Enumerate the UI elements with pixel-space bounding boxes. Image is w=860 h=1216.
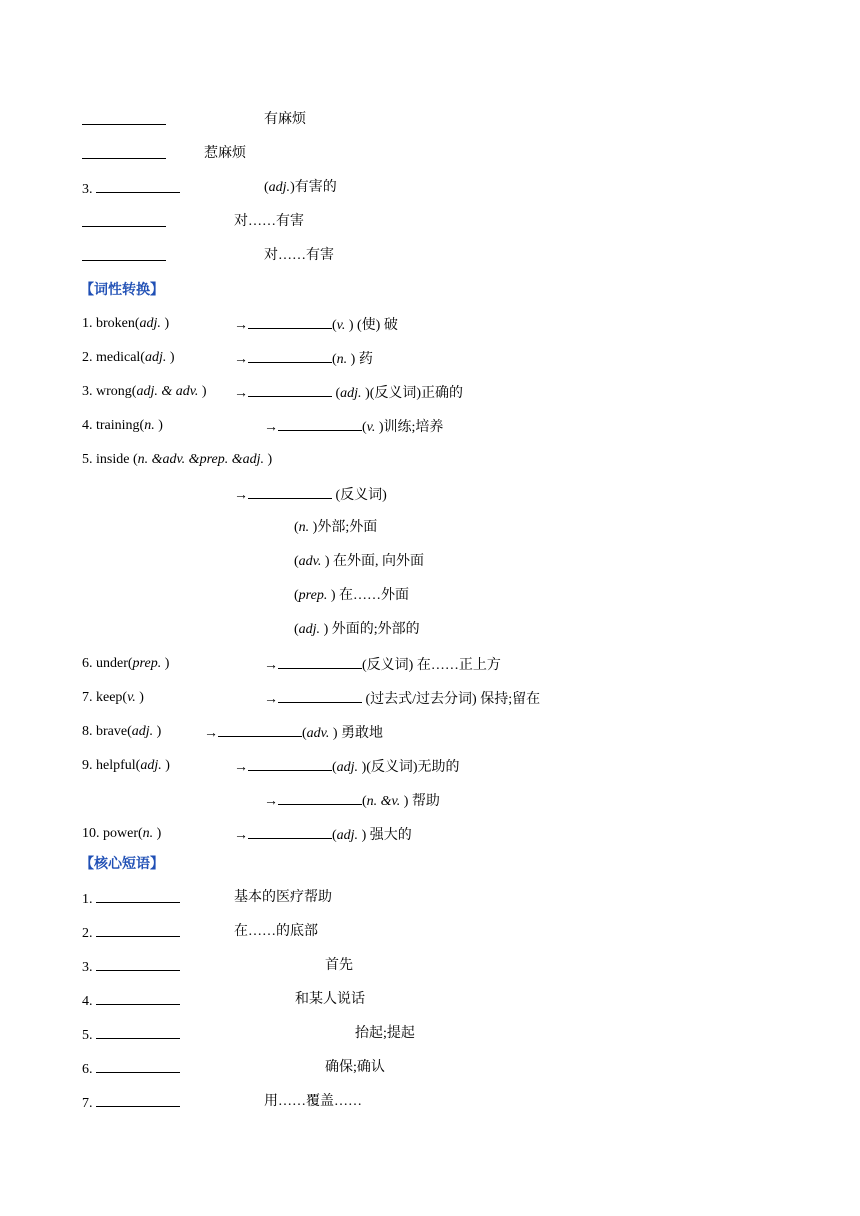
conversion-item: → (n. &v. ) 帮助 — [82, 790, 782, 810]
conversion-item: 2. medical(adj. ) → (n. ) 药 — [82, 350, 373, 367]
conversion-item: 6. under(prep. ) → (反义词) 在……正上方 — [82, 656, 501, 673]
phrase-item: 4. 和某人说话 — [82, 992, 365, 1009]
answer-blank[interactable] — [82, 144, 166, 159]
answer-blank[interactable] — [96, 1058, 180, 1073]
answer-blank[interactable] — [96, 1092, 180, 1107]
phrase-item: 7. 用……覆盖…… — [82, 1094, 362, 1111]
phrase-item: 1. 基本的医疗帮助 — [82, 890, 332, 907]
conversion-item: 9. helpful(adj. ) → (adj. )(反义词)无助的 — [82, 758, 460, 775]
answer-blank[interactable] — [96, 888, 180, 903]
conversion-item: 10. power(n. ) → (adj. ) 强大的 — [82, 826, 412, 843]
vocab-line-1 — [82, 110, 782, 130]
meaning-text: 对……有害 — [264, 248, 334, 263]
meaning-text: (adj.)有害的 — [264, 180, 337, 195]
answer-blank[interactable] — [248, 824, 332, 839]
answer-blank[interactable] — [278, 790, 362, 805]
answer-blank[interactable] — [278, 654, 362, 669]
conversion-item: 7. keep(v. ) → (过去式/过去分词) 保持;留在 — [82, 690, 541, 707]
answer-blank[interactable] — [82, 212, 166, 227]
conversion-item: 5. inside (n. &adv. &prep. &adj. ) — [82, 452, 273, 467]
answer-blank[interactable] — [248, 314, 332, 329]
section-heading-core-phrases: 【核心短语】 — [80, 856, 164, 872]
answer-blank[interactable] — [278, 688, 362, 703]
item-number: 3. — [82, 182, 93, 197]
conversion-item: → (反义词) — [82, 484, 782, 504]
vocab-line-2 — [82, 144, 782, 164]
vocab-line-5 — [82, 246, 782, 266]
meaning-text: 惹麻烦 — [204, 146, 246, 161]
meaning-text: 对……有害 — [234, 214, 304, 229]
phrase-item: 2. 在……的底部 — [82, 924, 318, 941]
conversion-subitem: (n. )外部;外面 — [294, 520, 378, 535]
vocab-line-4 — [82, 212, 782, 232]
vocab-line-3 — [82, 178, 782, 198]
answer-blank[interactable] — [218, 722, 302, 737]
answer-blank[interactable] — [96, 178, 180, 193]
answer-blank[interactable] — [248, 484, 332, 499]
phrase-item: 5. 抬起;提起 — [82, 1026, 415, 1043]
answer-blank[interactable] — [248, 756, 332, 771]
phrase-item: 3. 首先 — [82, 958, 353, 975]
answer-blank[interactable] — [96, 990, 180, 1005]
answer-blank[interactable] — [248, 348, 332, 363]
answer-blank[interactable] — [278, 416, 362, 431]
meaning-text: 有麻烦 — [264, 112, 306, 127]
conversion-item: 8. brave(adj. ) → (adv. ) 勇敢地 — [82, 724, 384, 741]
phrase-item: 6. 确保;确认 — [82, 1060, 385, 1077]
conversion-item: 1. broken(adj. ) → (v. ) (使) 破 — [82, 316, 398, 333]
answer-blank[interactable] — [96, 922, 180, 937]
answer-blank[interactable] — [96, 956, 180, 971]
conversion-item: 4. training(n. ) → (v. )训练;培养 — [82, 418, 444, 435]
conversion-subitem: (prep. ) 在……外面 — [294, 588, 409, 603]
answer-blank[interactable] — [82, 246, 166, 261]
answer-blank[interactable] — [248, 382, 332, 397]
conversion-item: 3. wrong(adj. & adv. ) → (adj. )(反义词)正确的 — [82, 384, 464, 401]
conversion-subitem: (adv. ) 在外面, 向外面 — [294, 554, 425, 569]
section-heading-word-conversion: 【词性转换】 — [80, 282, 164, 298]
conversion-subitem: (adj. ) 外面的;外部的 — [294, 622, 420, 637]
answer-blank[interactable] — [96, 1024, 180, 1039]
answer-blank[interactable] — [82, 110, 166, 125]
